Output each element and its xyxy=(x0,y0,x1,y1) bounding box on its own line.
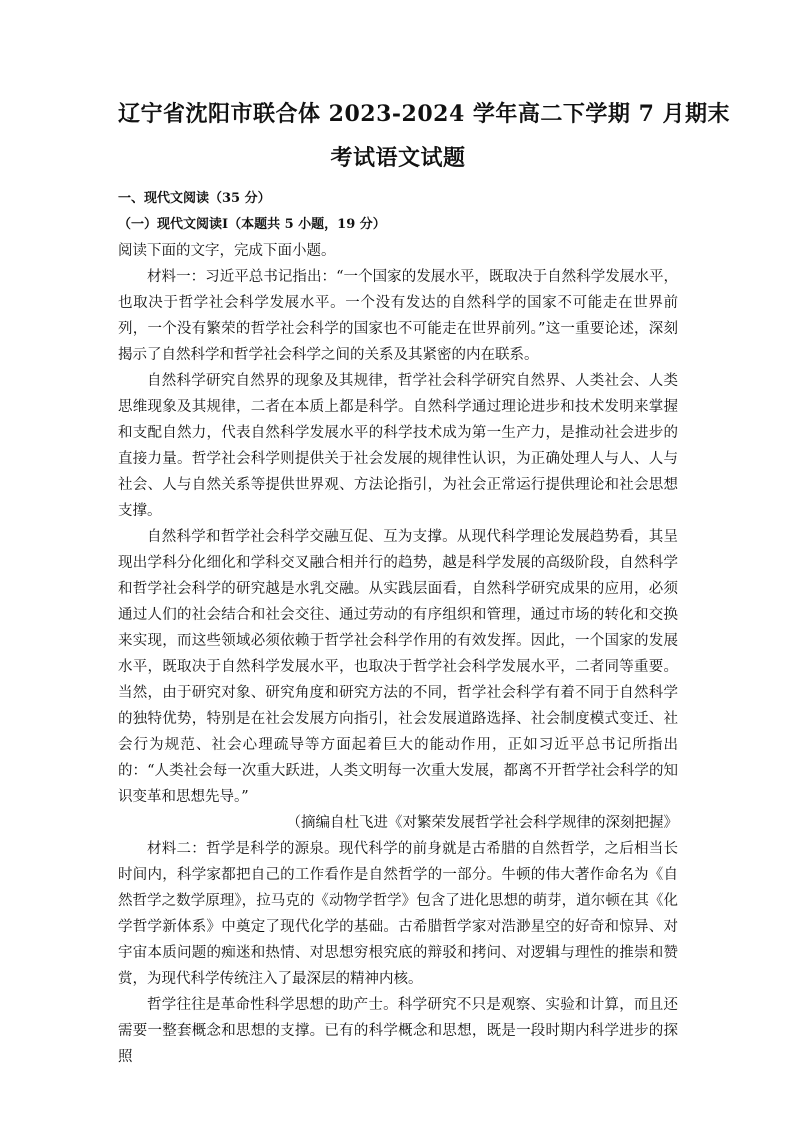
instruction-text: 阅读下面的文字，完成下面小题。 xyxy=(118,243,336,259)
subsection-heading: （一）现代文阅读Ⅰ（本题共 5 小题，19 分） xyxy=(118,217,386,232)
exam-page xyxy=(118,92,731,1070)
body-paragraph: 自然科学研究自然界的现象及其规律，哲学社会科学研究自然界、人类社会、人类思维现象及其规律，二者在本质上都是科学。自然科学通过理论进步和技术发明来掌握和支配自然力，代表自然科学发展水平的科学技术成为第一生产力，是推动社会进步的直接力量。哲学社会科学则提供关于社会发展的规律性认识，为正确处理人与人、人与社会、人与自然关系等提供世界观、方法论指引，为社会正常运行提供理论和社会思想支撑。 xyxy=(118,373,678,519)
body-paragraph: 哲学往往是革命性科学思想的助产士。科学研究不只是观察、实验和计算，而且还需要一整套概念和思想的支撑。已有的科学概念和思想，既是一段时期内科学进步的探照 xyxy=(118,997,678,1065)
material-two-paragraph: 材料二：哲学是科学的源泉。现代科学的前身就是古希腊的自然哲学，之后相当长时间内，科学家都把自己的工作看作是自然哲学的一部分。牛顿的伟大著作命名为《自然哲学之数学原理》，拉马克的《动物学哲学》包含了进化思想的萌芽，道尔顿在其《化学哲学新体系》中奠定了现代化学的基础。古希腊哲学家对浩渺星空的好奇和惊异、对宇宙本质问题的痴迷和热情、对思想穷根究底的辩驳和拷问、对逻辑与理性的推崇和赞赏，为现代科学传统注入了最深层的精神内核。 xyxy=(118,841,678,987)
source-citation: （摘编自杜飞进《对繁荣发展哲学社会科学规律的深刻把握》 xyxy=(286,815,678,831)
section-heading: 一、现代文阅读（35 分） xyxy=(118,191,271,206)
title-line-2: 考试语文试题 xyxy=(330,145,466,171)
exam-title xyxy=(118,92,731,180)
body-paragraph: 自然科学和哲学社会科学交融互促、互为支撑。从现代科学理论发展趋势看，其呈现出学科分化细化和学科交叉融合相并行的趋势，越是科学发展的高级阶段，自然科学和哲学社会科学的研究越是水乳交融。从实践层面看，自然科学研究成果的应用，必须通过人们的社会结合和社会交往、通过劳动的有序组织和管理，通过市场的转化和交换来实现，而这些领域必须依赖于哲学社会科学作用的有效发挥。因此，一个国家的发展水平，既取决于自然科学发展水平，也取决于哲学社会科学发展水平，二者同等重要。当然，由于研究对象、研究角度和研究方法的不同，哲学社会科学有着不同于自然科学的独特优势，特别是在社会发展方向指引，社会发展道路选择、社会制度模式变迁、社会行为规范、社会心理疏导等方面起着巨大的能动作用，正如习近平总书记所指出的：“人类社会每一次重大跃进，人类文明每一次重大发展，都离不开哲学社会科学的知识变革和思想先导。” xyxy=(118,529,678,805)
material-one-paragraph: 材料一：习近平总书记指出：“一个国家的发展水平，既取决于自然科学发展水平，也取决于哲学社会科学发展水平。一个没有发达的自然科学的国家不可能走在世界前列，一个没有繁荣的哲学社会科学的国家也不可能走在世界前列。”这一重要论述，深刻揭示了自然科学和哲学社会科学之间的关系及其紧密的内在联系。 xyxy=(118,269,678,363)
title-line-1: 辽宁省沈阳市联合体 2023-2024 学年高二下学期 7 月期末 xyxy=(118,101,731,127)
